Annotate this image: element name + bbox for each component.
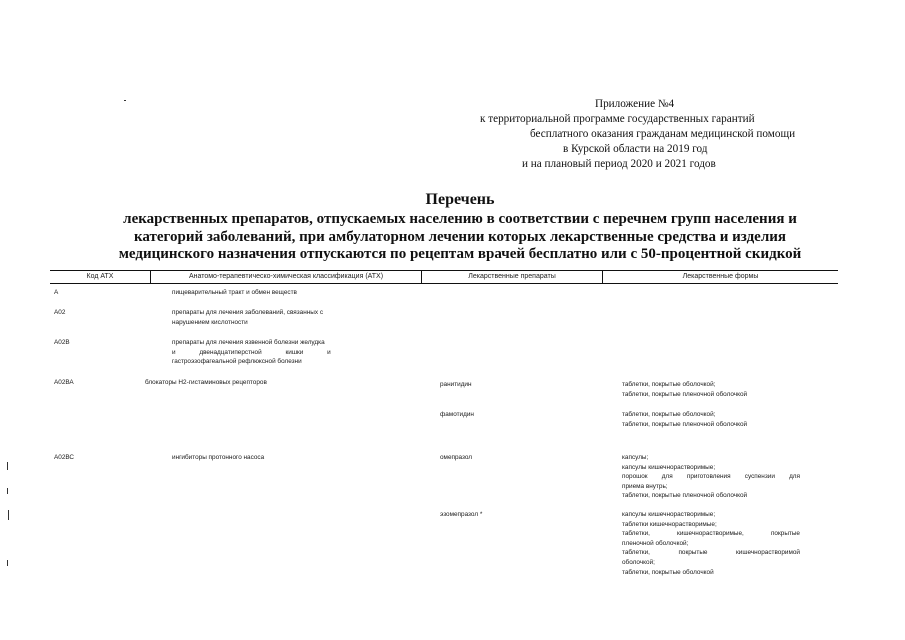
atx-code: А02ВА bbox=[54, 379, 74, 386]
atx-classification-line: и двенадцатиперстной кишки и bbox=[172, 348, 331, 356]
dosage-form-line: оболочкой; bbox=[622, 558, 655, 566]
document-title bbox=[40, 190, 880, 264]
dosage-forms bbox=[622, 453, 800, 501]
drug-name: ранитидин bbox=[440, 381, 472, 388]
column-header-atx: Анатомо-терапевтическо-химическая классификация (АТХ) bbox=[188, 273, 384, 280]
appendix-line: и на плановый период 2020 и 2021 годов bbox=[522, 158, 716, 170]
atx-code: А02 bbox=[54, 309, 66, 316]
title-line: категорий заболеваний, при амбулаторном лечении которых лекарственные средства и изделия bbox=[134, 228, 786, 245]
atx-classification bbox=[172, 308, 367, 327]
appendix-number: Приложение №4 bbox=[595, 98, 675, 110]
dosage-form-line: таблетки, покрытые пленочной оболочкой bbox=[622, 420, 748, 428]
dosage-form-line: пленочной оболочкой; bbox=[622, 539, 689, 547]
scan-speck bbox=[124, 100, 126, 101]
appendix-line: в Курской области на 2019 год bbox=[563, 143, 708, 155]
title-line: медицинского назначения отпускаются по рецептам врачей бесплатно или с 50-процентной скидкой bbox=[118, 246, 802, 262]
dosage-forms bbox=[622, 380, 800, 399]
atx-classification-line: препараты для лечения заболеваний, связанных с bbox=[172, 309, 324, 316]
column-header-drugs: Лекарственные препараты bbox=[468, 273, 556, 280]
atx-classification: пищеварительный тракт и обмен веществ bbox=[172, 289, 297, 296]
atx-classification-line: гастроэзофагеальной рефлюксной болезни bbox=[172, 358, 302, 366]
drug-name: омепразол bbox=[440, 454, 472, 461]
title-main: Перечень bbox=[425, 191, 495, 208]
dosage-form-line: приема внутрь; bbox=[622, 482, 668, 490]
appendix-header bbox=[470, 97, 870, 172]
dosage-form-line: таблетки кишечнорастворимые; bbox=[622, 520, 717, 528]
dosage-form-line: таблетки, покрытые оболочкой; bbox=[622, 381, 716, 388]
scan-speck bbox=[7, 488, 8, 494]
atx-classification-line: нарушением кислотности bbox=[172, 318, 248, 326]
appendix-line: бесплатного оказания гражданам медицинской помощи bbox=[530, 128, 796, 140]
column-header-code: Код АТХ bbox=[86, 273, 114, 280]
dosage-form-line: капсулы кишечнорастворимые; bbox=[622, 511, 716, 518]
dosage-forms bbox=[622, 410, 800, 429]
dosage-form-line: таблетки, покрытые пленочной оболочкой bbox=[622, 492, 748, 500]
atx-code: А02ВС bbox=[54, 454, 75, 461]
scan-speck bbox=[7, 560, 8, 566]
dosage-form-line: таблетки, кишечнорастворимые, покрытые bbox=[622, 530, 800, 538]
dosage-form-line: порошок для приготовления суспензии для bbox=[622, 473, 800, 481]
scan-speck bbox=[7, 462, 8, 470]
atx-classification-line: препараты для лечения язвенной болезни желудка bbox=[172, 339, 325, 346]
dosage-form-line: таблетки, покрытые оболочкой bbox=[622, 568, 714, 576]
atx-code: А02В bbox=[54, 339, 70, 346]
appendix-line: к территориальной программе государственных гарантий bbox=[480, 113, 755, 125]
dosage-form-line: таблетки, покрытые пленочной оболочкой bbox=[622, 390, 748, 398]
title-line: лекарственных препаратов, отпускаемых населению в соответствии с перечнем групп населения и bbox=[123, 211, 797, 227]
atx-classification: ингибиторы протонного насоса bbox=[172, 454, 265, 461]
drug-name: фамотидин bbox=[440, 411, 474, 418]
atx-classification: блокаторы Н2-гистаминовых рецепторов bbox=[145, 379, 267, 386]
atx-code: А bbox=[54, 289, 59, 296]
dosage-form-line: капсулы кишечнорастворимые; bbox=[622, 463, 716, 471]
dosage-forms bbox=[622, 510, 800, 577]
dosage-form-line: капсулы; bbox=[622, 454, 649, 461]
drug-name: эзомепразол * bbox=[440, 511, 483, 518]
dosage-form-line: таблетки, покрытые кишечнорастворимой bbox=[622, 549, 800, 557]
table-header bbox=[50, 270, 838, 284]
column-header-forms: Лекарственные формы bbox=[682, 273, 759, 280]
atx-classification bbox=[172, 338, 367, 367]
scan-speck bbox=[8, 510, 9, 520]
dosage-form-line: таблетки, покрытые оболочкой; bbox=[622, 411, 716, 418]
